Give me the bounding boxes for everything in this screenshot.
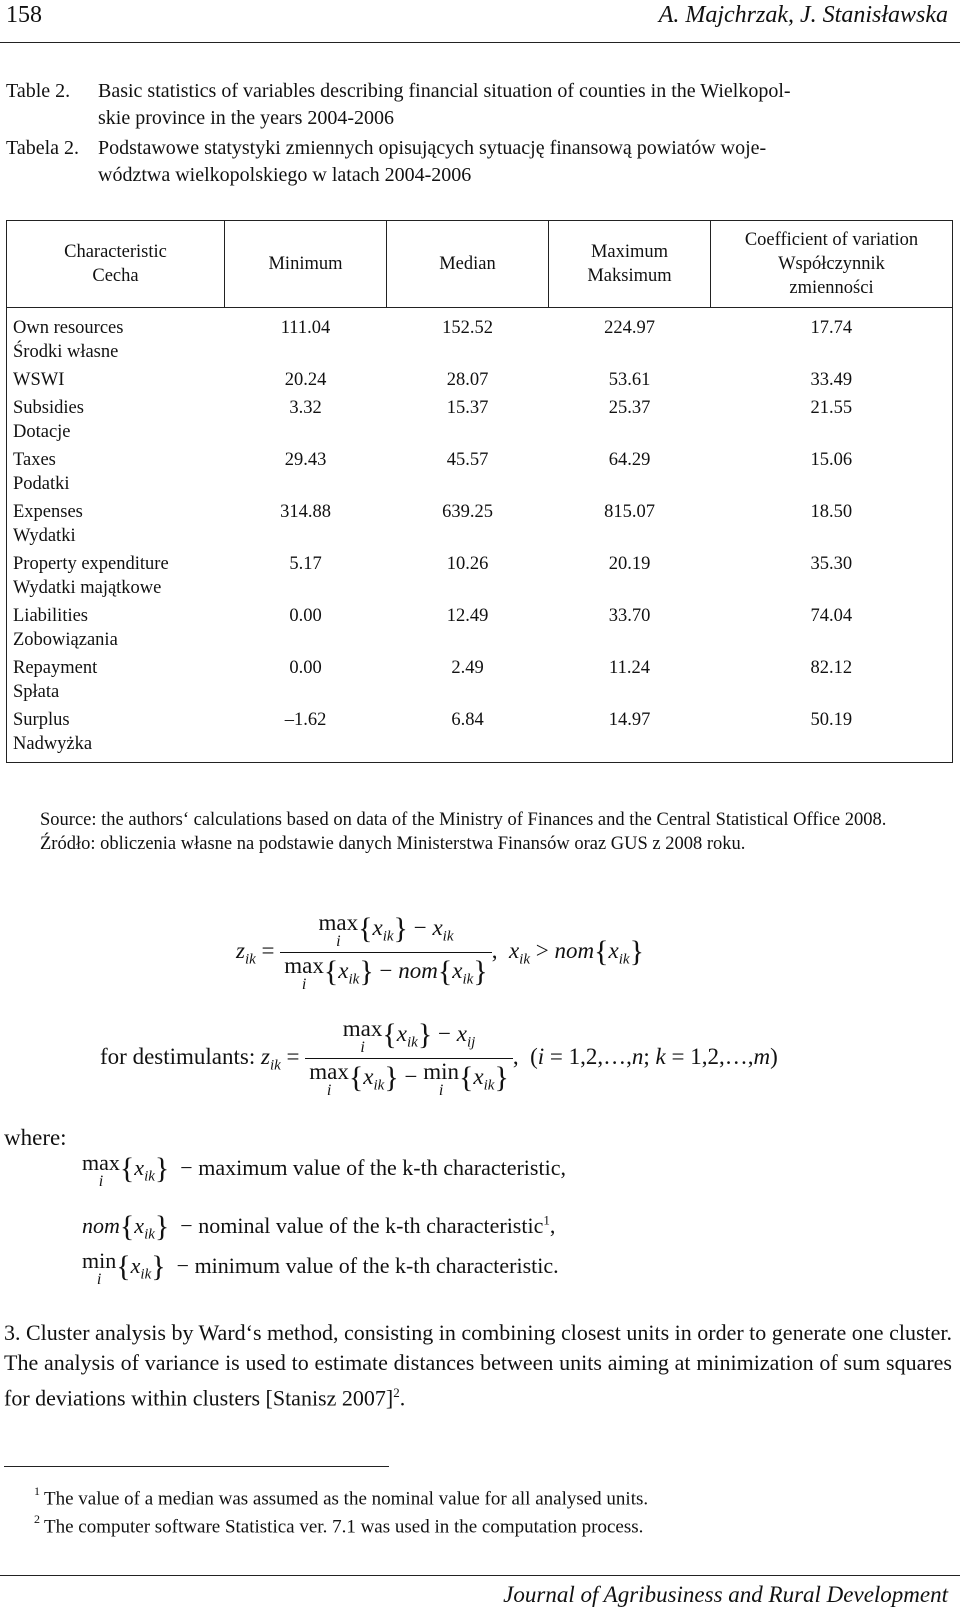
cell-max: 224.97 — [604, 318, 655, 338]
cell-cv: 18.50 — [810, 502, 853, 522]
source-pl: Źródło: obliczenia własne na podstawie danych Ministerstwa Finansów oraz GUS z 2008 roku. — [40, 834, 746, 854]
table-row — [7, 496, 953, 548]
cell-max: 64.29 — [608, 450, 651, 470]
cell-max: 25.37 — [608, 398, 651, 418]
source-en: Source: the authors‘ calculations based on data of the Ministry of Finances and the Central Statistical Office 2008. — [40, 810, 887, 830]
table-row — [7, 548, 953, 600]
cell-max: 20.19 — [608, 554, 651, 574]
caption-text-en-2: skie province in the years 2004-2006 — [98, 107, 395, 129]
cell-cv: 82.12 — [810, 658, 853, 678]
row-characteristic: Repayment Spłata — [13, 658, 98, 702]
destimulants-label: for destimulants: — [100, 1043, 256, 1069]
cell-max: 33.70 — [608, 606, 651, 626]
table-body — [7, 308, 953, 763]
cell-cv: 35.30 — [810, 554, 853, 574]
cell-median: 15.37 — [446, 398, 489, 418]
cell-cv: 17.74 — [810, 318, 853, 338]
header-median: Median — [387, 221, 549, 308]
row-characteristic: WSWI — [13, 370, 65, 390]
cell-median: 45.57 — [446, 450, 489, 470]
definition-max: max i $\{x_{ik}\}$ − maximum value of the k-th characteristic, — [82, 1150, 566, 1190]
table-row — [7, 392, 953, 444]
caption-text-en-1: Basic statistics of variables describing financial situation of counties in the Wielkopol- — [98, 80, 791, 102]
table-source — [6, 808, 952, 856]
statistics-table — [6, 220, 953, 763]
formula-destimulants: for destimulants: $z_{ik}$ = max i $\{x_{ik}\} - x_{ij}$ max i $\{x_{ik}\} - \min$ i $\{x_{ik}\}$ , (i = 1,2,…,n; k = 1,2,…,m) — [100, 1016, 778, 1099]
formula-normalization: $z_{ik}$ = max i $\{x_{ik}\} - x_{ik}$ max i $\{x_{ik}\} - nom\{x_{ik}\}$ , $x_{ik} > nom\{x_{ik}\}$ — [236, 910, 644, 993]
page-number: 158 — [6, 2, 42, 28]
cell-min: 3.32 — [289, 398, 322, 418]
caption-label-pl: Tabela 2. — [6, 137, 80, 159]
caption-text-pl-2: wództwa wielkopolskiego w latach 2004-2006 — [98, 164, 472, 186]
cell-median: 152.52 — [442, 318, 493, 338]
body-paragraph: 3. Cluster analysis by Ward‘s method, consisting in combining closest units in order to generate one cluster. The analysis of variance is used to estimate distances between units aiming at minimization of sum squares for deviations within clusters [Stanisz 2007]$^2$. — [4, 1320, 952, 1411]
cell-min: 20.24 — [284, 370, 327, 390]
caption-text-pl-1: Podstawowe statystyki zmiennych opisujących sytuację finansową powiatów woje- — [98, 137, 767, 159]
cell-min: 29.43 — [284, 450, 327, 470]
header-minimum: Minimum — [225, 221, 387, 308]
table-row — [7, 364, 953, 392]
table-row — [7, 600, 953, 652]
where-label: where: — [4, 1125, 67, 1150]
cell-min: –1.62 — [284, 710, 327, 730]
cell-cv: 15.06 — [810, 450, 853, 470]
definition-min: min i $\{x_{ik}\}$ − minimum value of the k-th characteristic. — [82, 1248, 559, 1288]
header-maximum: Maximum Maksimum — [549, 221, 711, 308]
cell-median: 10.26 — [446, 554, 489, 574]
row-characteristic: Taxes Podatki — [13, 450, 70, 494]
cell-median: 639.25 — [442, 502, 493, 522]
footnote-2: $^2$ The computer software Statistica ver. 7.1 was used in the computation process. — [34, 1512, 644, 1538]
header-coefficient-of-variation: Coefficient of variation Współczynnik zmienności — [711, 221, 953, 308]
row-characteristic: Liabilities Zobowiązania — [13, 606, 118, 650]
definition-nom: $nom\{x_{ik}\}$ − nominal value of the k-th characteristic$^1$, — [82, 1210, 556, 1243]
cell-median: 12.49 — [446, 606, 489, 626]
page-footer-rule — [0, 1575, 960, 1576]
cell-min: 0.00 — [289, 658, 322, 678]
cell-median: 2.49 — [451, 658, 484, 678]
cell-max: 14.97 — [608, 710, 651, 730]
row-characteristic: Own resources Środki własne — [13, 318, 124, 362]
table-header-row — [7, 221, 953, 308]
running-head-authors: A. Majchrzak, J. Stanisławska — [658, 2, 948, 28]
row-characteristic: Subsidies Dotacje — [13, 398, 84, 442]
table-row — [7, 444, 953, 496]
row-characteristic: Property expenditure Wydatki majątkowe — [13, 554, 169, 598]
table-caption-en — [6, 78, 951, 132]
row-characteristic: Surplus Nadwyżka — [13, 710, 93, 754]
cell-max: 53.61 — [608, 370, 651, 390]
cell-cv: 50.19 — [810, 710, 853, 730]
cell-max: 11.24 — [609, 658, 650, 678]
table-row — [7, 704, 953, 763]
row-characteristic: Expenses Wydatki — [13, 502, 83, 546]
cell-cv: 21.55 — [810, 398, 853, 418]
cell-median: 6.84 — [451, 710, 484, 730]
cell-min: 314.88 — [280, 502, 331, 522]
table-row — [7, 308, 953, 365]
cell-min: 111.04 — [280, 318, 331, 338]
footnote-1: $^1$ The value of a median was assumed as the nominal value for all analysed units. — [34, 1484, 649, 1510]
cell-min: 5.17 — [289, 554, 322, 574]
caption-label-en: Table 2. — [6, 80, 71, 102]
cell-cv: 33.49 — [810, 370, 853, 390]
cell-max: 815.07 — [604, 502, 655, 522]
table-caption-pl — [6, 135, 951, 189]
journal-name: Journal of Agribusiness and Rural Development — [503, 1582, 948, 1607]
cell-median: 28.07 — [446, 370, 489, 390]
cell-min: 0.00 — [289, 606, 322, 626]
header-characteristic: Characteristic Cecha — [7, 221, 225, 308]
footnote-separator — [4, 1466, 389, 1467]
cell-cv: 74.04 — [810, 606, 853, 626]
table-row — [7, 652, 953, 704]
